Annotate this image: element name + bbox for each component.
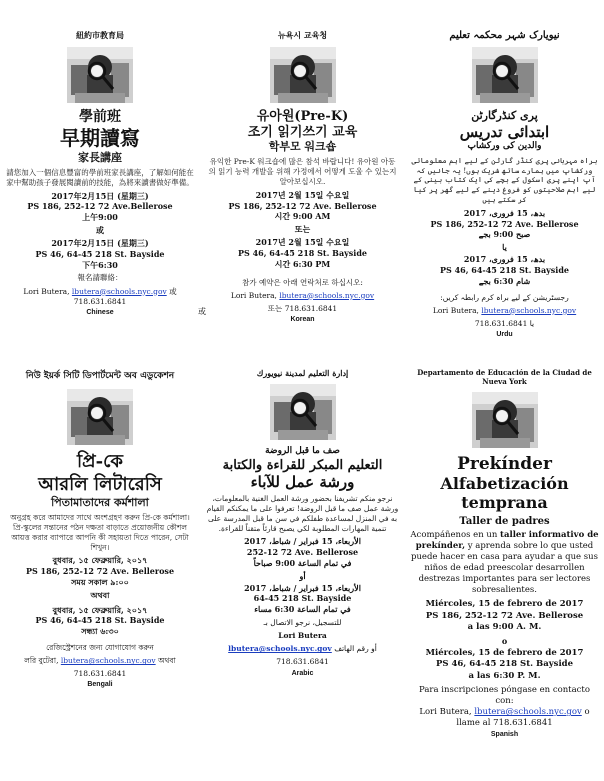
panel-urdu xyxy=(405,30,604,360)
registration-label: رجسٹریشن کے لیے براہ کرم رابطہ کریں: xyxy=(440,292,569,302)
event-location-2: PS 46, 64-45 218 St. Bayside xyxy=(35,248,165,259)
email-link[interactable]: lbutera@schools.nyc.gov xyxy=(279,290,375,300)
title-line-2: Alfabetización temprana xyxy=(440,474,569,512)
email-link[interactable]: lbutera@schools.nyc.gov xyxy=(474,707,582,718)
or-word: یا xyxy=(529,318,535,328)
child-magnifier-photo xyxy=(472,47,538,103)
event-time-1: সময় সকাল ৯:০০ xyxy=(71,576,129,587)
event-time-2: 시간 6:30 PM xyxy=(274,258,331,269)
title-line-3: 家長講座 xyxy=(78,150,122,164)
title-line-3: ورشة عمل للآباء xyxy=(250,473,355,492)
or-separator: অথবা xyxy=(90,589,110,600)
event-date-1: বুধবার, ১৫ ফেব্রুয়ারি, ২০১৭ xyxy=(52,555,148,566)
or-separator: أو xyxy=(299,570,306,581)
stray-or-mark: 或 xyxy=(198,307,206,316)
org-name: নিউ ইয়র্ক সিটি ডিপার্টমেন্ট অব এডুকেশন xyxy=(25,371,175,381)
event-date-1: بدھ، 15 فروری، 2017 xyxy=(463,207,546,218)
email-link[interactable]: lbutera@schools.nyc.gov xyxy=(60,656,156,666)
contact-line xyxy=(409,707,600,718)
title-line-3: পিতামাতাদের কর্মশালা xyxy=(51,496,149,509)
child-magnifier-photo xyxy=(270,384,336,440)
phone-number: 718.631.6841 xyxy=(474,318,528,328)
contact-name: Lori Butera xyxy=(278,631,327,641)
event-location-1: PS 186, 252-12 72 Ave. Bellerose xyxy=(430,218,579,229)
registration-label: Para inscripciones póngase en contacto con: xyxy=(419,685,590,707)
panel-bengali xyxy=(0,368,200,778)
or-separator: 或 xyxy=(96,224,104,235)
title-line-1: صف ما قبل الروضة xyxy=(265,446,340,456)
org-name: 紐約市教育局 xyxy=(76,30,124,40)
event-time-1: في تمام الساعة 9:00 صباحاً xyxy=(253,557,352,568)
contact-line xyxy=(200,291,405,301)
event-location-2: PS 46, 64-45 218 St. Bayside xyxy=(440,264,569,275)
registration-label: রেজিস্ট্রেশনের জন্য যোগাযোগ করুন xyxy=(46,643,154,653)
child-magnifier-photo xyxy=(67,47,133,103)
description xyxy=(409,530,600,596)
phone-number: 718.631.6841 xyxy=(493,718,553,729)
email-link[interactable]: lbutera@schools.nyc.gov xyxy=(71,286,167,296)
contact-line xyxy=(405,306,604,316)
child-magnifier-photo xyxy=(67,389,133,445)
event-date-1: 2017년 2월 15일 수요일 xyxy=(255,189,350,200)
event-location-1: PS 186, 252-12 72 Ave. Bellerose xyxy=(25,566,175,577)
event-date-2: Miércoles, 15 de febrero de 2017 xyxy=(425,647,584,658)
title-line-2: 早期讀寫 xyxy=(60,125,140,150)
event-date-1: الأربعاء، 15 فبراير / شباط، 2017 xyxy=(244,536,361,547)
contact-line xyxy=(200,644,405,654)
event-time-2: شام 6:30 بجے xyxy=(478,275,531,286)
event-location-1: PS 186, 252-12 72 Ave. Bellerose xyxy=(228,200,377,211)
event-date-2: 2017年2月15日 (星期三) xyxy=(51,237,149,248)
title-line-2: আরলি লিটারেসি xyxy=(38,473,162,495)
title-line-1: 學前班 xyxy=(79,109,121,125)
event-time-1: 시간 9:00 AM xyxy=(274,211,331,222)
title-line-1: 유아원(Pre-K) xyxy=(256,109,349,124)
registration-label: 報名請聯絡： xyxy=(77,273,123,283)
or-word: أو رقم الهاتف xyxy=(334,644,377,654)
contact-name: লরি বুটেরা, xyxy=(24,656,59,666)
event-time-2: সন্ধ্যা ৬:৩০ xyxy=(81,626,119,637)
or-word: অথবা xyxy=(158,656,176,666)
event-location-1: 252-12 72 Ave. Bellerose xyxy=(246,547,359,558)
or-separator: 또는 xyxy=(294,224,311,235)
title-line-1: প্রি-কে xyxy=(77,451,123,472)
description-part-1: Acompáñenos en un xyxy=(410,530,498,540)
event-location-2: PS 46, 64-45 218 St. Bayside xyxy=(238,247,367,258)
child-magnifier-photo xyxy=(472,392,538,448)
event-location-2: PS 46, 64-45 218 St. Bayside xyxy=(435,659,574,670)
event-date-2: 2017년 2월 15일 수요일 xyxy=(255,237,350,248)
language-label: Korean xyxy=(290,315,315,323)
contact-phone-line xyxy=(409,718,600,729)
contact-name: Lori Butera, xyxy=(23,286,70,296)
language-label: Spanish xyxy=(490,731,519,739)
event-time-1: a las 9:00 A. M. xyxy=(467,622,542,633)
contact-phone-line xyxy=(405,319,604,329)
event-date-1: 2017年2月15日 (星期三) xyxy=(51,190,149,201)
or-word: o xyxy=(584,707,590,718)
phone-number: 718.631.6841 xyxy=(73,296,127,306)
language-label: Urdu xyxy=(496,330,513,338)
registration-label: للتسجيل، نرجو الاتصال بـ xyxy=(263,618,342,628)
contact-line xyxy=(0,287,200,307)
event-date-2: বুধবার, ১৫ ফেব্রুয়ারি, ২০১৭ xyxy=(52,604,148,615)
panel-spanish xyxy=(405,368,604,778)
or-separator: یا xyxy=(502,242,507,253)
contact-name: Lori Butera, xyxy=(419,707,472,718)
org-name: إدارة التعليم لمدينة نيويورك xyxy=(256,368,349,378)
language-label: Chinese xyxy=(86,308,114,316)
event-date-2: الأربعاء، 15 فبراير / شباط، 2017 xyxy=(244,582,361,593)
event-time-2: في تمام الساعة 6:30 مساء xyxy=(254,604,351,615)
event-location-1: PS 186, 252-12 72 Ave. Bellerose xyxy=(425,610,584,621)
description: অনুগ্রহ করে আমাদের সাথে অংশগ্রহণ করুন প্রি-কে কর্মশালা। প্রি-স্কুলের সন্তানের পঠন দক্ষতা বাড়াতে প্রয়োজনীয় কৌশল আয়ত্ত করার ব্যাপারে আপনি কী সহায়তা দিতে পারেন, সেটা শিখুন। xyxy=(10,513,190,552)
description-part-2: y aprenda sobre lo que usted puede hacer en casa para ayudar a que sus niños de edad preescolar desarrollen destrezas importantes para ser lectores sobresalientes. xyxy=(411,541,598,596)
event-date-2: بدھ، 15 فروری، 2017 xyxy=(463,254,546,265)
description-bold: taller informativo de prekínder, xyxy=(415,530,599,552)
title-line-3: Taller de padres xyxy=(459,516,550,527)
description: نرجو منكم تشريفنا بحضور ورشة العمل الغنية بالمعلومات، ورشة عمل صف ما قبل الروضة! تعرفوا على ما يمكنكم القيام به في المنزل لمساعدة طفلكم في سن ما قبل المدرسة على تنمية المهارات المطلوبة لكي يصبح قارئاً متقناً للقراءة. xyxy=(206,494,399,533)
event-time-1: 上午9:00 xyxy=(82,212,118,223)
event-location-2: 64-45 218 St. Bayside xyxy=(253,593,352,604)
title-line-1: پری کنڈرگارٹن xyxy=(471,109,538,122)
email-link[interactable]: lbutera@schools.nyc.gov xyxy=(228,644,332,654)
contact-name: Lori Butera, xyxy=(230,290,277,300)
org-name: 뉴욕시 교육청 xyxy=(277,30,328,40)
event-location-2: PS 46, 64-45 218 St. Bayside xyxy=(35,615,165,626)
title-line-2: التعليم المبكر للقراءة والكتابة xyxy=(222,457,383,473)
phone-number: 718.631.6841 xyxy=(284,303,338,313)
language-label: Bengali xyxy=(87,681,113,689)
panel-chinese xyxy=(0,30,200,360)
phone-number: 718.631.6841 xyxy=(73,669,127,679)
org-name: نیویارک شہر محکمہ تعلیم xyxy=(449,30,560,41)
title-line-2: ابتدائی تدریس xyxy=(459,123,550,142)
org-name: Departamento de Educación de la Ciudad de Nueva York xyxy=(417,368,592,386)
registration-label: 참가 예약은 아래 연락처로 하십시오: xyxy=(242,277,363,287)
event-time-2: 下午6:30 xyxy=(82,259,118,270)
description: براہ مہربانی پری کنڈر گارٹن کے لیے اہم معلوماتی ورکشاپ میں ہمارے ساتھ شریک ہوں! یہ جانیں کہ آپ اپنے پری اسکول کے بچے کی ایک کتاب بینی کے لیے اہم صلاحیتوں کو فروغ دینے کے لیے گھر پر کیا کر سکتے ہیں xyxy=(411,155,598,204)
contact-name: Lori Butera, xyxy=(432,305,479,315)
title-line-1: Prekínder xyxy=(457,454,552,474)
title-line-3: 학부모 워크숍 xyxy=(268,140,337,154)
panel-arabic xyxy=(200,368,405,778)
language-label: Arabic xyxy=(291,669,314,677)
event-location-1: PS 186, 252-12 72 Ave.Bellerose xyxy=(27,201,173,212)
description: 請您加入一個信息豐富的學前班家長講座，了解如何能在家中幫助孩子發展閱讀前的技能，為將來讀書做好準備。 xyxy=(6,168,194,187)
or-word: 或 xyxy=(169,286,177,296)
event-time-1: صبح 9:00 بجے xyxy=(478,229,531,240)
or-word: 또는 xyxy=(267,303,283,313)
contact-line xyxy=(0,656,200,666)
child-magnifier-photo xyxy=(270,47,336,103)
email-link[interactable]: lbutera@schools.nyc.gov xyxy=(481,305,577,315)
phone-number: 718.631.6841 xyxy=(276,657,329,667)
or-separator: o xyxy=(501,635,508,646)
contact-phone-line xyxy=(200,304,405,314)
phone-prefix: llame al xyxy=(456,718,491,729)
event-time-2: a las 6:30 P. M. xyxy=(468,670,541,681)
title-line-2: 조기 읽기쓰기 교육 xyxy=(247,124,358,140)
description: 유익한 Pre-K 워크숍에 많은 참석 바랍니다! 유아원 아동의 읽기 능력 개발을 위해 가정에서 어떻게 도울 수 있는지 알아보십시오. xyxy=(208,157,397,186)
event-date-1: Miércoles, 15 de febrero de 2017 xyxy=(425,599,584,610)
title-line-3: والدین کی ورکشاپ xyxy=(467,141,542,152)
panel-korean xyxy=(200,30,405,360)
